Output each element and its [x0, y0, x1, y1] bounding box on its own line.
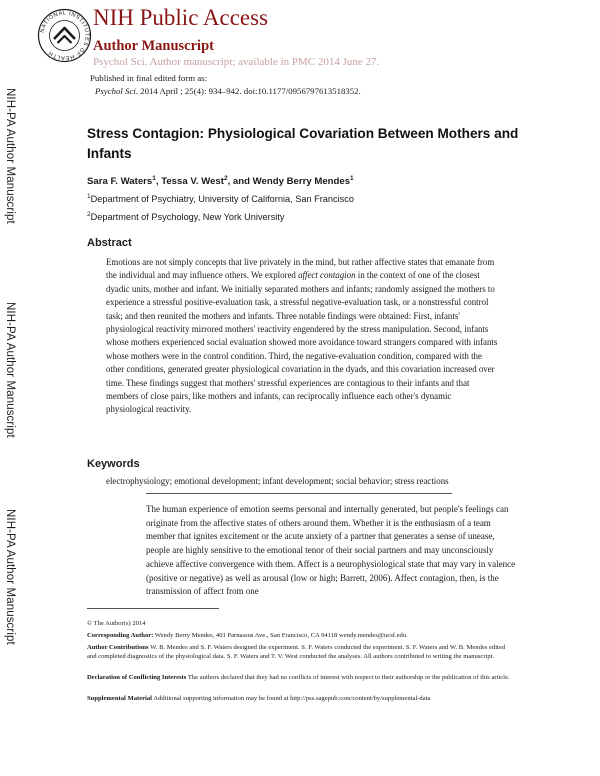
footnote-text: W. B. Mendes and S. F. Waters designed the experiment. S. F. Waters conducted the experiment. S. F. Waters and W. B. Mendes edited and completed diagnostics of the physiological data. S. F. Waters and T. V. West conducted the analyses. All authors contributed to writing the manuscript.	[87, 644, 506, 660]
author-name: Wendy Berry Mendes	[252, 176, 351, 188]
side-label-bottom	[0, 499, 20, 655]
nih-seal-logo	[37, 8, 92, 63]
copyright-note: © The Author(s) 2014	[87, 620, 146, 627]
author-name: Tessa V. West	[161, 176, 224, 188]
footnote-text: The authors declared that they had no conflicts of interest with respect to their authorship or the publication of this article.	[186, 674, 510, 681]
footnote-text: Wendy Berry Mendes, 401 Parnassus Ave., San Francisco, CA 94118 wendy.mendes@ucsf.edu.	[153, 632, 408, 639]
author-affiliation-mark: 1	[350, 175, 354, 182]
conflict-of-interest-note	[87, 674, 513, 683]
affiliation-mark: 2	[87, 211, 91, 218]
citation-details: . 2014 April ; 25(4): 934–942. doi:10.1177/0956797613518352.	[135, 86, 361, 96]
author-list	[87, 175, 354, 187]
corresponding-author-note	[87, 632, 513, 641]
footnote-label: Author Contributions	[87, 644, 149, 651]
affiliation-text: Department of Psychiatry, University of California, San Francisco	[90, 194, 354, 205]
affiliation-mark: 1	[87, 193, 91, 200]
side-label-text: NIH-PA Author Manuscript	[4, 88, 16, 224]
author-affiliation-mark: 2	[223, 175, 228, 182]
citation-journal: Psychol Sci	[95, 86, 136, 96]
footnote-text: Additional supporting information may be found at http://pss.sagepub.com/content/by/supplemental-data	[152, 695, 431, 702]
footnote-label: Declaration of Conflicting Interests	[87, 674, 187, 681]
footnote-divider	[87, 608, 219, 609]
keywords-heading: Keywords	[87, 458, 140, 470]
side-label-top	[0, 78, 20, 234]
brand-title: NIH Public Access	[93, 5, 269, 30]
side-label-middle	[0, 292, 20, 448]
author-separator: , and	[227, 176, 253, 188]
citation-line	[95, 86, 361, 96]
published-in-label: Published in final edited form as:	[90, 73, 208, 83]
footnote-label: Supplemental Material	[87, 695, 153, 702]
side-label-text: NIH-PA Author Manuscript	[4, 509, 16, 645]
abstract-text-part: in the context of one of the closest dyadic units, mother and infant. We initially separated mothers and infants; randomly assigned the mothers to experience a stressful positive-evaluation task, a stressful negative-evaluation task, or a nonstressful control task; and then reunited the mothers and infants. Three notable findings were obtained: First, infants' physiological reactivity mirrored mothers' reactivity engendered by the stress manipulation. Second, infants whose mothers experienced social evaluation showed more avoidance toward strangers compared with infants whose mothers were in the control condition. Third, the negative-evaluation condition, compared with the other conditions, generated greater physiological covariation in the dyads, and this covariation increased over time. These findings suggest that mothers' stressful experiences are contagious to their infants and that members of close pairs, like mothers and infants, can reciprocally influence each other's dynamic physiological reactivity.	[106, 270, 498, 415]
affiliation	[87, 211, 285, 222]
section-divider	[146, 493, 452, 494]
body-paragraph: The human experience of emotion seems personal and internally generated, but people's feelings can originate from the affective states of others around them. Whether it is the enthusiasm of a team member that ignites excitement or the acute anxiety of a partner that generates a sense of unease, people are highly sensitive to the emotional tenor of their social partners and may unconsciously achieve affective convergence with them. Affect is a neurophysiological state that may vary in valence (positive or negative) as well as arousal (low or high; Barrett, 2006). Affect contagion, then, is the transmission of affect from one	[146, 504, 516, 597]
author-separator: ,	[155, 176, 162, 188]
brand-subtitle: Author Manuscript	[93, 38, 214, 54]
abstract-emphasis: affect contagion	[298, 270, 356, 281]
author-affiliation-mark: 1	[152, 175, 156, 182]
footnote-label: Corresponding Author:	[87, 632, 154, 639]
side-label-text: NIH-PA Author Manuscript	[4, 302, 16, 438]
author-name: Sara F. Waters	[87, 176, 153, 188]
abstract-text-part: Emotions are not simply concepts that live privately in the mind, but rather affective states that emanate from the individual and may influence others. We explored	[106, 257, 495, 281]
affiliation-text: Department of Psychology, New York University	[90, 212, 285, 223]
affiliation	[87, 193, 354, 204]
author-contributions-note	[87, 644, 513, 662]
abstract-heading: Abstract	[87, 237, 132, 249]
supplemental-material-note	[87, 695, 513, 704]
availability-watermark: Psychol Sci. Author manuscript; available in PMC 2014 June 27.	[93, 56, 380, 68]
keywords-list: electrophysiology; emotional development; infant development; social behavior; stress reactions	[106, 476, 449, 486]
article-title: Stress Contagion: Physiological Covariation Between Mothers and Infants	[87, 126, 519, 161]
svg-text:NATIONAL INSTITUTES OF HEALTH: NATIONAL INSTITUTES OF HEALTH	[39, 10, 90, 61]
abstract-text	[106, 256, 501, 417]
